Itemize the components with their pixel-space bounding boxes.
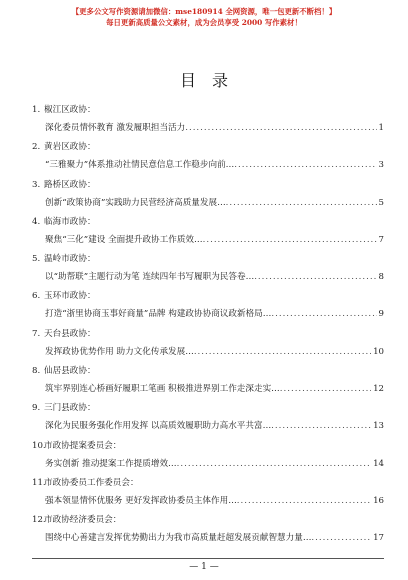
toc-entry-page: 8 [378,272,384,283]
toc-entry-number: 8. [32,366,41,377]
toc-entry[interactable] [32,326,384,363]
toc-entry-line [32,455,384,473]
toc-entry-line [32,119,384,137]
toc-entry-line [32,156,384,174]
toc-entry-subtitle: 深化为民服务强化作用发挥 以高质效履职助力高水平共富… [45,421,272,432]
toc-entry-page: 3 [378,160,384,171]
toc-entry-org: 市政协委员工作委员会： [44,477,139,488]
table-of-contents [32,102,384,550]
toc-leader-dots [185,119,376,137]
toc-entry-page: 7 [378,234,384,245]
toc-entry-org: 市政协提案委员会： [44,440,122,451]
toc-entry-number: 6. [32,291,41,302]
toc-entry[interactable] [32,102,384,139]
toc-entry-heading [32,102,384,119]
toc-entry-page: 12 [373,384,384,395]
toc-entry-number: 9. [32,403,41,414]
toc-entry-line [32,380,384,398]
toc-entry[interactable] [32,288,384,325]
toc-entry-subtitle: 创新“政策协商”实践助力民营经济高质量发展… [45,197,226,208]
toc-entry-subtitle: 以“助帮联”主题行动为笔 连续四年书写履职为民答卷… [45,272,255,283]
toc-leader-dots [234,156,376,174]
toc-entry-subtitle: 聚焦“三化”建设 全面提升政协工作质效… [45,234,203,245]
toc-entry-org: 椒江区政协： [44,105,96,115]
toc-entry-number: 10. [32,440,46,451]
toc-leader-dots [311,529,371,547]
toc-entry-heading [32,288,384,305]
toc-entry[interactable] [32,139,384,176]
toc-entry-line [32,529,384,547]
toc-entry-number: 4. [32,216,41,227]
toc-leader-dots [271,305,376,323]
toc-entry-heading [32,475,384,492]
toc-entry-page: 10 [373,346,384,357]
toc-entry-heading [32,363,384,380]
toc-entry-org: 临海市政协： [44,216,96,227]
toc-entry-org: 天台县政协： [44,328,96,339]
toc-entry-number: 2. [32,142,41,153]
toc-leader-dots [237,492,371,510]
toc-entry-org: 玉环市政协： [44,291,96,302]
toc-entry-line [32,417,384,435]
toc-leader-dots [280,380,371,398]
toc-entry[interactable] [32,177,384,214]
toc-entry-org: 路桥区政协： [44,179,96,190]
toc-leader-dots [203,231,377,249]
toc-entry-page: 14 [373,458,384,469]
toc-entry-heading [32,214,384,231]
toc-entry-org: 三门县政协： [44,403,96,414]
toc-entry-number: 5. [32,254,41,265]
toc-entry-number: 11. [32,477,46,488]
toc-entry-heading [32,400,384,417]
toc-entry-subtitle: “三雅聚力”体系推动社情民意信息工作稳步向前… [45,160,235,171]
toc-entry-heading [32,251,384,268]
toc-entry-org: 黄岩区政协： [44,142,96,153]
toc-entry-line [32,231,384,249]
toc-entry-subtitle: 强本领显情怀优服务 更好发挥政协委员主体作用… [45,495,237,506]
toc-leader-dots [254,268,376,286]
toc-entry-line [32,268,384,286]
toc-entry-line [32,194,384,212]
toc-entry-page: 16 [373,495,384,506]
page-number: — 1 — [189,562,219,572]
toc-entry-number: 12. [32,515,46,526]
toc-entry-subtitle: 围绕中心善建言发挥优势勤出力为我市高质量赶超发展贡献智慧力量… [45,533,312,544]
toc-entry[interactable] [32,438,384,475]
toc-entry-heading [32,139,384,156]
toc-leader-dots [226,194,377,212]
toc-entry-org: 温岭市政协： [44,254,96,265]
toc-entry-number: 7. [32,328,41,339]
toc-entry-number: 3. [32,179,41,190]
toc-entry-page: 5 [378,197,384,208]
toc-entry-page: 17 [373,533,384,544]
promo-line-1: 【更多公文写作资源请加微信：mse180914 全网资源，唯一包更新不断档！】 [71,7,337,16]
toc-leader-dots [177,455,371,473]
promo-banner [0,6,408,28]
toc-entry-subtitle: 深化委员情怀教育 激发履职担当活力 [45,123,186,133]
toc-entry-org: 市政协经济委员会： [44,515,122,526]
toc-entry-page: 13 [373,421,384,432]
toc-leader-dots [271,417,371,435]
toc-entry-heading [32,512,384,529]
toc-entry-line [32,343,384,361]
toc-entry[interactable] [32,400,384,437]
toc-entry-page: 9 [378,309,384,320]
toc-entry[interactable] [32,512,384,549]
footer-divider [32,558,384,559]
toc-entry[interactable] [32,251,384,288]
toc-entry-page: 1 [378,123,384,133]
toc-entry[interactable] [32,475,384,512]
promo-line-2: 每日更新高质量公文素材，成为会员享受 2000 写作素材！ [106,18,302,27]
toc-entry-number: 1. [32,105,41,115]
toc-leader-dots [194,343,371,361]
toc-entry-line [32,305,384,323]
toc-entry-heading [32,177,384,194]
toc-entry[interactable] [32,214,384,251]
toc-entry-org: 仙居县政协： [44,366,96,377]
toc-entry-heading [32,326,384,343]
toc-entry[interactable] [32,363,384,400]
toc-entry-subtitle: 务实创新 推动提案工作提质增效… [45,458,177,469]
toc-entry-heading [32,438,384,455]
toc-entry-subtitle: 打造“浙里协商玉事好商量”品牌 构建政协协商议政新格局… [45,309,272,320]
toc-entry-line [32,492,384,510]
toc-title: 目录 [179,71,244,90]
toc-entry-subtitle: 发挥政协优势作用 助力文化传承发展… [45,346,194,357]
toc-entry-subtitle: 筑牢界别连心桥画好履职工笔画 积极推进界别工作走深走实… [45,384,280,395]
